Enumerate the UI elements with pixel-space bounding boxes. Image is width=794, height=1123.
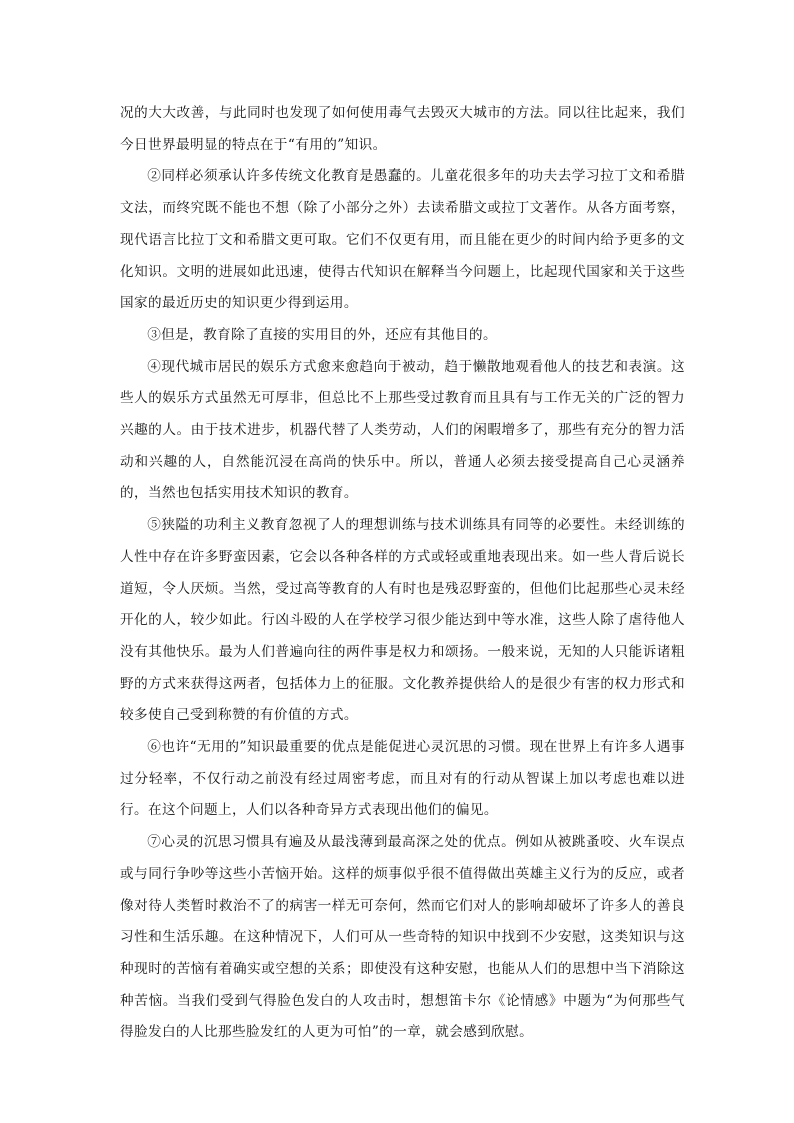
paragraph-4: ④现代城市居民的娱乐方式愈来愈趋向于被动，趋于懒散地观看他人的技艺和表演。这些人的娱乐方式虽然无可厚非，但总比不上那些受过教育而且具有与工作无关的广泛的智力兴趣的人。由于技术进步，机器代替了人类劳动，人们的闲暇增多了，那些有充分的智力活动和兴趣的人，自然能沉浸在高尚的快乐中。所以，普通人必须去接受提高自己心灵涵养的，当然也包括实用技术知识的教育。 <box>120 358 685 502</box>
paragraph-2: ②同样必须承认许多传统文化教育是愚蠢的。儿童花很多年的功夫去学习拉丁文和希腊文法，而终究既不能也不想（除了小部分之外）去读希腊文或拉丁文著作。从各方面考察，现代语言比拉丁文和希腊文更可取。它们不仅更有用，而且能在更少的时间内给予更多的文化知识。文明的进展如此迅速，使得古代知识在解释当今问题上，比起现代国家和关于这些国家的最近历史的知识更少得到运用。 <box>120 168 685 312</box>
paragraph-5: ⑤狭隘的功利主义教育忽视了人的理想训练与技术训练具有同等的必要性。未经训练的人性中存在许多野蛮因素，它会以各种各样的方式或轻或重地表现出来。如一些人背后说长道短，令人厌烦。当然，受过高等教育的人有时也是残忍野蛮的，但他们比起那些心灵未经开化的人，较少如此。行凶斗殴的人在学校学习很少能达到中等水准，这些人除了虐待他人没有其他快乐。最为人们普遍向往的两件事是权力和颂扬。一般来说，无知的人只能诉诸粗野的方式来获得这两者，包括体力上的征服。文化教养提供给人的是很少有害的权力形式和较多使自己受到称赞的有价值的方式。 <box>120 517 685 724</box>
paragraph-6: ⑥也许“无用的”知识最重要的优点是能促进心灵沉思的习惯。现在世界上有许多人遇事过分轻率，不仅行动之前没有经过周密考虑，而且对有的行动从智谋上加以考虑也难以进行。在这个问题上，人们以各种奇异方式表现出他们的偏见。 <box>120 739 685 819</box>
paragraph-7: ⑦心灵的沉思习惯具有遍及从最浅薄到最高深之处的优点。例如从被跳蚤咬、火车误点或与同行争吵等这些小苦恼开始。这样的烦事似乎很不值得做出英雄主义行为的反应，或者像对待人类暂时救治不了的病害一样无可奈何，然而它们对人的影响却破坏了许多人的善良习性和生活乐趣。在这种情况下，人们可从一些奇特的知识中找到不少安慰，这类知识与这种现时的苦恼有着确实或空想的关系；即使没有这种安慰，也能从人们的思想中当下消除这种苦恼。当我们受到气得脸色发白的人攻击时，想想笛卡尔《论情感》中题为“为何那些气得脸发白的人比那些脸发红的人更为可怕”的一章，就会感到欣慰。 <box>120 834 685 1041</box>
paragraph-3: ③但是，教育除了直接的实用目的外，还应有其他目的。 <box>147 326 498 343</box>
paragraph-continued: 况的大大改善，与此同时也发现了如何使用毒气去毁灭大城市的方法。同以往比起来，我们今日世界最明显的特点在于“有用的”知识。 <box>120 105 685 153</box>
article-body <box>120 98 685 1049</box>
